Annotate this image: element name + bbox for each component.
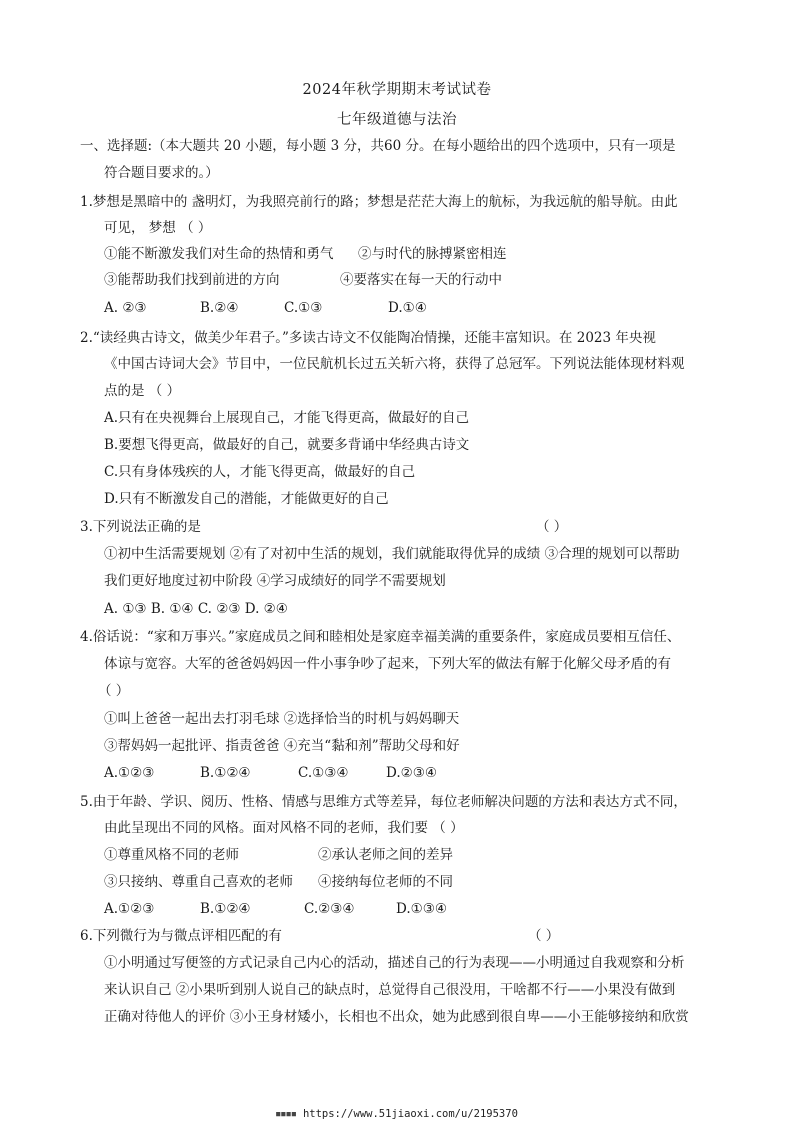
page-title: 2024年秋学期期末考试试卷 [302,82,492,98]
q1-item-2: ②与时代的脉搏紧密相连 [358,246,507,262]
q1-items-row-1 [104,245,704,263]
q1-option-b: B.②④ [200,300,239,316]
footer-logo-mark: ■■■■ [276,1110,297,1118]
q2-option-a: A.只有在央视舞台上展现自己，才能飞得更高，做最好的自己 [104,410,470,426]
q2-stem-line-3: 点的是 （ ） [104,383,181,399]
q4-statements-line-1: ①叫上爸爸一起出去打羽毛球 ②选择恰当的时机与妈妈聊天 [104,711,460,727]
q1-stem-line-2: 可见， 梦想 （ ） [104,220,212,236]
q3-stem: 3.下列说法正确的是 [80,519,201,535]
footer-watermark [0,1108,794,1120]
q5-stem-line-1: 5.由于年龄、学识、阅历、性格、情感与思维方式等差异，每位老师解决问题的方法和表达方式不同， [80,794,687,810]
q5-items-row-1 [104,846,704,864]
q1-item-3: ③能帮助我们找到前进的方向 [104,272,280,288]
q4-option-d: D.②③④ [386,765,437,781]
q4-stem-line-2: 体谅与宽容。大军的爸爸妈妈因一件小事争吵了起来，下列大军的做法有解于化解父母矛盾的有 [104,656,671,672]
q2-option-d: D.只有不断激发自己的潜能，才能做更好的自己 [104,491,389,507]
q3-statements-line-1: ①初中生活需要规划 ②有了对初中生活的规划，我们就能取得优异的成绩 ③合理的规划可以帮助 [104,546,680,562]
q4-statements-line-2: ③帮妈妈一起批评、指责爸爸 ④充当“黏和剂”帮助父母和好 [104,738,460,754]
footer-url[interactable]: https://www.51jiaoxi.com/u/2195370 [302,1108,518,1120]
q5-options [104,900,504,918]
q5-item-3: ③只接纳、尊重自己喜欢的老师 [104,874,293,890]
q3-options: A. ①③ B. ①④ C. ②③ D. ②④ [104,601,288,617]
q6-statements-line-2: 来认识自己 ②小果听到别人说自己的缺点时，总觉得自己很没用，干啥都不行——小果没有做到 [104,982,676,998]
section-instructions-line-2: 符合题目要求的。） [104,165,219,181]
q5-item-1: ①尊重风格不同的老师 [104,847,239,863]
q4-option-a: A.①②③ [104,765,155,781]
q1-option-a: A. ②③ [104,300,147,316]
q4-option-c: C.①③④ [298,765,349,781]
q6-statements-line-1: ①小明通过写便签的方式记录自己内心的活动，描述自己的行为表现——小明通过自我观察和分析 [104,955,685,971]
q2-stem-line-2: 《中国古诗词大会》节目中，一位民航机长过五关斩六将，获得了总冠军。下列说法能体现材料观 [104,356,685,372]
q4-stem-line-1: 4.俗话说：“家和万事兴。”家庭成员之间和睦相处是家庭幸福美满的重要条件，家庭成员要相互信任、 [80,629,681,645]
q5-option-a: A.①②③ [104,901,155,917]
q2-stem-line-1: 2.“读经典古诗文，做美少年君子。”多读古诗文不仅能陶冶情操，还能丰富知识。在 2023 年央视 [80,330,656,346]
q6-answer-paren: （ ） [528,928,560,944]
q3-answer-paren: （ ） [536,519,568,535]
q6-statements-line-3: 正确对待他人的评价 ③小王身材矮小，长相也不出众，她为此感到很自卑——小王能够接纳和欣赏 [104,1009,689,1025]
q5-option-d: D.①③④ [396,901,447,917]
section-instructions-line-1: 一、选择题:（本大题共 20 小题，每小题 3 分，共60 分。在每小题给出的四个选项中，只有一项是 [80,138,676,154]
q2-option-b: B.要想飞得更高，做最好的自己，就要多背诵中华经典古诗文 [104,437,470,453]
q1-item-4: ④要落实在每一天的行动中 [340,272,502,288]
q1-items-row-2 [104,271,704,289]
q3-statements-line-2: 我们更好地度过初中阶段 ④学习成绩好的同学不需要规划 [104,573,446,589]
q4-option-b: B.①②④ [200,765,251,781]
q1-stem-line-1: 1.梦想是黑暗中的 盏明灯，为我照亮前行的路；梦想是茫茫大海上的航标，为我远航的船导航。由此 [80,194,678,210]
q4-answer-paren: （ ） [98,683,130,699]
q1-options [104,299,504,317]
q5-option-c: C.②③④ [304,901,355,917]
q1-option-c: C.①③ [284,300,323,316]
q5-option-b: B.①②④ [200,901,251,917]
q5-stem-line-2: 由此呈现出不同的风格。面对风格不同的老师，我们要 （ ） [104,820,464,836]
page-subtitle: 七年级道德与法治 [337,112,457,128]
q4-options [104,764,504,782]
q5-items-row-2 [104,873,704,891]
q1-item-1: ①能不断激发我们对生命的热情和勇气 [104,246,334,262]
q5-item-2: ②承认老师之间的差异 [318,847,453,863]
q2-option-c: C.只有身体残疾的人，才能飞得更高，做最好的自己 [104,464,416,480]
q5-item-4: ④接纳每位老师的不同 [318,874,453,890]
q6-stem: 6.下列微行为与微点评相匹配的有 [80,928,282,944]
q1-option-d: D.①④ [388,300,427,316]
